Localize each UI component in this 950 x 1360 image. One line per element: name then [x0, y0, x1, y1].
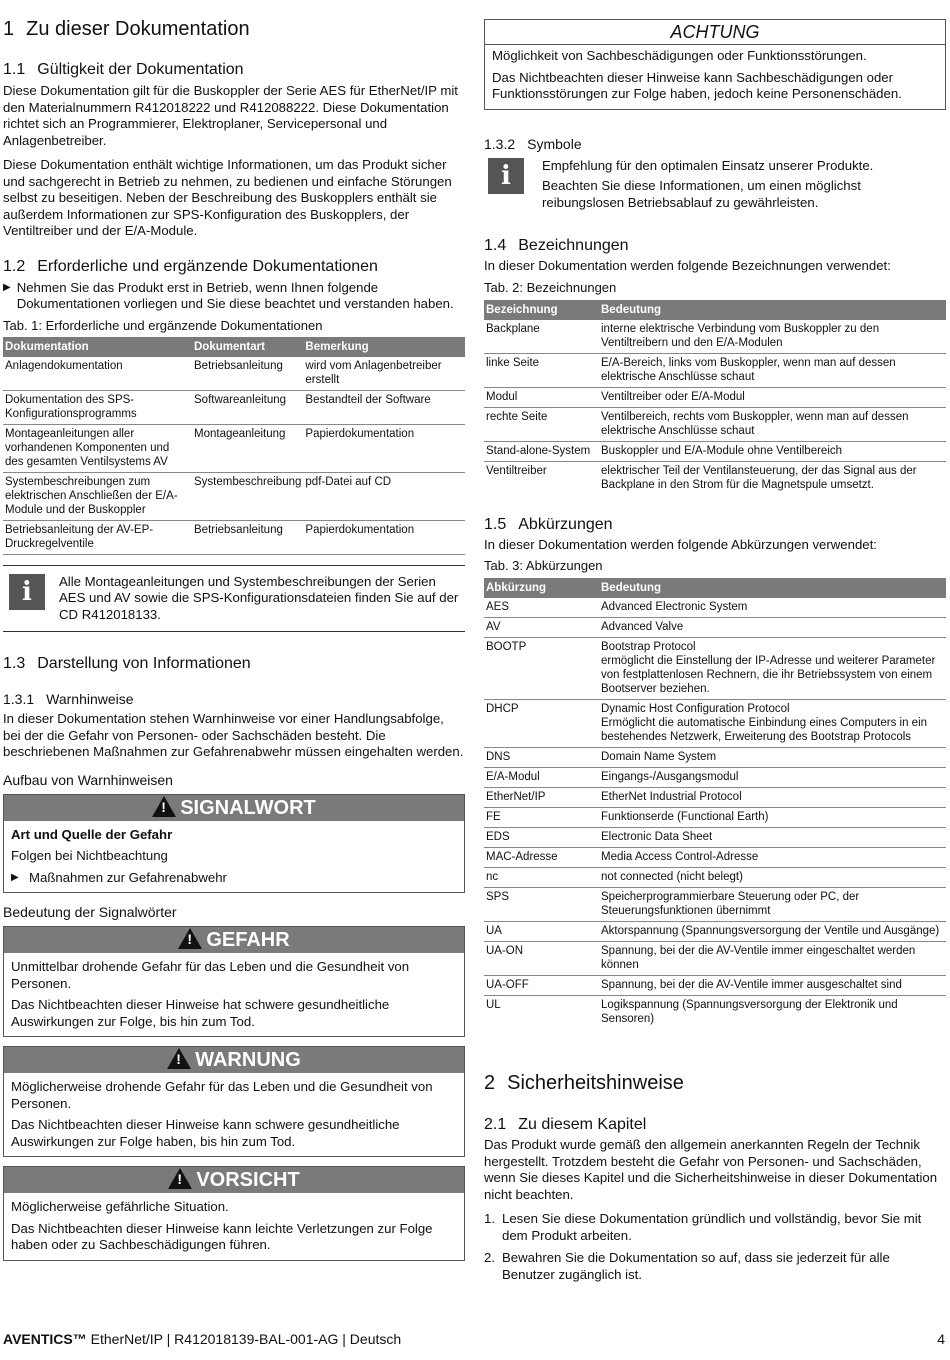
table-row	[484, 996, 946, 1030]
table-cell: pdf-Datei auf CD	[303, 472, 465, 520]
achtung-box	[484, 19, 946, 110]
section-number: 2.1	[484, 1116, 507, 1133]
table-row	[484, 848, 946, 868]
table-header-row	[484, 578, 946, 598]
table-cell: Buskoppler und E/A-Module ohne Ventilbereich	[599, 441, 946, 461]
table-cell: Advanced Valve	[599, 618, 946, 638]
list-item	[484, 1250, 946, 1283]
table-cell: Montageanleitung	[192, 424, 303, 472]
table-cell: Dynamic Host Configuration Protocol Ermöglicht die automatische Einbindung eines Computers in ein bestehendes Netzwerk, Erweiterung des Bootstrap Protocols	[599, 700, 946, 748]
info-icon: i	[488, 158, 524, 194]
table-cell: wird vom Anlagenbetreiber erstellt	[303, 357, 465, 391]
warning-header	[4, 1047, 464, 1073]
table-header-row	[3, 337, 465, 357]
table-cell: Bootstrap Protocol ermöglicht die Einstellung der IP-Adresse und weiterer Parameter von festplattenlosen Rechnern, die ihr Betriebssystem von einem Bootserver beziehen.	[599, 638, 946, 700]
brand-logo: AVENTICS™	[3, 1331, 87, 1347]
info-icon: i	[9, 574, 45, 610]
table-row	[484, 618, 946, 638]
table-row	[484, 748, 946, 768]
table-cell: DHCP	[484, 700, 599, 748]
paragraph: Beachten Sie diese Informationen, um einen möglichst reibungslosen Betriebsablauf zu gewährleisten.	[542, 178, 861, 210]
table-cell: Montageanleitungen aller vorhandenen Komponenten und des gesamten Ventilsystems AV	[3, 424, 192, 472]
table-cell: UL	[486, 999, 501, 1011]
table-row	[484, 808, 946, 828]
signalwort-box	[3, 794, 465, 894]
table-row	[484, 888, 946, 922]
table-cell: Logikspannung (Spannungsversorgung der Elektronik und Sensoren)	[601, 999, 898, 1025]
paragraph: In dieser Dokumentation stehen Warnhinweise vor einer Handlungsabfolge, bei der die Gefahr von Personen- oder Sachschäden besteht. Die beschriebenen Maßnahmen zur Gefahrenabwehr müssen eingehalten werden.	[3, 711, 464, 759]
section-number: 1.5	[484, 515, 507, 533]
table-cell: UA-ON	[484, 942, 599, 976]
table-cell: elektrischer Teil der Ventilansteuerung, der das Signal aus der Backplane in den Strom für die Magnetspule umsetzt.	[601, 464, 917, 491]
section-1-1-heading	[3, 60, 465, 80]
table-row	[484, 828, 946, 848]
list-text: Lesen Sie diese Dokumentation gründlich und vollständig, bevor Sie mit dem Produkt arbeiten.	[502, 1211, 922, 1243]
table-cell: Advanced Electronic System	[599, 598, 946, 618]
table-cell: Papierdokumentation	[303, 520, 465, 554]
paragraph: Empfehlung für den optimalen Einsatz unserer Produkte.	[542, 157, 874, 173]
warning-body	[4, 821, 464, 893]
arrow-right-icon: ▶	[3, 281, 11, 293]
section-title: Zu dieser Dokumentation	[26, 18, 250, 40]
table-caption: Tab. 2: Bezeichnungen	[484, 279, 617, 295]
table-cell: Modul	[484, 387, 599, 407]
table-row	[3, 520, 465, 554]
table-cell: Spannung, bei der die AV-Ventile immer ausgeschaltet sind	[599, 976, 946, 996]
section-number: 1.3	[3, 655, 26, 672]
paragraph: Möglichkeit von Sachbeschädigungen oder Funktionsstörungen.	[492, 48, 867, 63]
table-row	[484, 768, 946, 788]
table-row	[484, 788, 946, 808]
table-cell: UA-OFF	[484, 976, 599, 996]
table-cell: BOOTP	[484, 638, 599, 700]
table-row	[3, 390, 465, 424]
paragraph: Diese Dokumentation enthält wichtige Informationen, um das Produkt sicher und sachgerecht in Betrieb zu nehmen, zu bedienen und einfache Störungen selbst zu beseitigen. Neben der Beschreibung des Buskopplers enthält sie außerdem Informationen zur SPS-Konfiguration des Buskopplers, der Ventiltreiber und der E/A-Module.	[3, 157, 452, 238]
list-text: Bewahren Sie die Dokumentation so auf, dass sie jederzeit für alle Benutzer zugänglich ist.	[502, 1250, 890, 1282]
section-2-1-heading	[484, 1115, 946, 1135]
warning-title: GEFAHR	[206, 929, 290, 951]
warning-header	[4, 927, 464, 953]
section-number: 1.1	[3, 61, 26, 78]
instruction-text: Maßnahmen zur Gefahrenabwehr	[29, 869, 227, 885]
section-1-3-heading	[3, 654, 465, 674]
table-cell: Aktorspannung (Spannungsversorgung der Ventile und Ausgänge)	[599, 922, 946, 942]
paragraph: Das Nichtbeachten dieser Hinweise kann Sachbeschädigungen oder Funktionsstörungen zur Folge haben, jedoch keine Personenschäden.	[492, 69, 902, 101]
vorsicht-box	[3, 1166, 465, 1261]
list-number: 2.	[484, 1250, 495, 1265]
table-cell: Backplane	[484, 320, 599, 354]
table-caption: Tab. 1: Erforderliche und ergänzende Dokumentationen	[3, 317, 323, 333]
table-cell: Dokumentation des SPS-Konfigurationsprogramms	[3, 390, 192, 424]
table-cell: Electronic Data Sheet	[599, 828, 946, 848]
numbered-list	[484, 1211, 946, 1283]
table-row	[3, 357, 465, 391]
warning-triangle-icon: !	[152, 796, 176, 817]
paragraph: Das Nichtbeachten dieser Hinweise kann schwere gesundheitliche Auswirkungen zur Folge haben, bis hin zum Tod.	[11, 1117, 400, 1149]
section-number: 1.3.1	[3, 691, 35, 707]
page-number: 4	[937, 1331, 945, 1347]
section-1-3-2-heading	[484, 135, 946, 153]
list-item	[484, 1211, 946, 1244]
section-title: Symbole	[527, 135, 582, 152]
table-cell: UA	[484, 922, 599, 942]
table-cell: Speicherprogrammierbare Steuerung oder PC, der Steuerungsfunktionen übernimmt	[599, 888, 946, 922]
section-title: Bezeichnungen	[518, 237, 629, 254]
table-row	[484, 441, 946, 461]
table-cell: Betriebsanleitung der AV-EP-Druckregelventile	[3, 520, 192, 554]
warning-title: SIGNALWORT	[180, 796, 316, 819]
paragraph: Möglicherweise drohende Gefahr für das Leben und die Gesundheit von Personen.	[11, 1079, 433, 1111]
abbreviations-body	[484, 598, 946, 1029]
paragraph: In dieser Dokumentation werden folgende Abkürzungen verwendet:	[484, 536, 877, 552]
section-number: 1.4	[484, 237, 507, 254]
subheading: Bedeutung der Signalwörter	[3, 904, 177, 920]
column-header: Bedeutung	[599, 578, 946, 598]
table-row	[3, 424, 465, 472]
table-cell: Bestandteil der Software	[303, 390, 465, 424]
warning-triangle-icon: !	[167, 1048, 191, 1069]
table-caption: Tab. 3: Abkürzungen	[484, 558, 603, 573]
table-row	[484, 868, 946, 888]
section-1-5-heading	[484, 515, 946, 535]
section-1-heading	[3, 17, 465, 41]
table-cell: SPS	[484, 888, 599, 922]
section-title: Zu diesem Kapitel	[518, 1116, 647, 1133]
table-row	[484, 387, 946, 407]
table-cell: Eingangs-/Ausgangsmodul	[599, 768, 946, 788]
table-cell: Systembeschreibungen zum elektrischen Anschließen der E/A-Module und der Buskoppler	[3, 472, 192, 520]
paragraph: Unmittelbar drohende Gefahr für das Leben und die Gesundheit von Personen.	[11, 959, 410, 991]
right-column	[484, 0, 946, 1283]
column-header: Bezeichnung	[484, 300, 599, 320]
table-cell: linke Seite	[484, 353, 599, 387]
warning-header	[4, 1167, 464, 1193]
table-cell: not connected (nicht belegt)	[599, 868, 946, 888]
table-row	[484, 598, 946, 618]
table-row	[484, 638, 946, 700]
section-number: 2	[484, 1072, 496, 1094]
table-cell: AES	[484, 598, 599, 618]
table-cell: EtherNet Industrial Protocol	[599, 788, 946, 808]
table-cell: Anlagendokumentation	[3, 357, 192, 391]
achtung-title: ACHTUNG	[485, 20, 945, 45]
table-cell: Systembeschreibung	[192, 472, 303, 520]
table-cell: Ventiltreiber	[486, 464, 547, 477]
table-cell: DNS	[484, 748, 599, 768]
table-cell: Ventilbereich, rechts vom Buskoppler, wenn man auf dessen elektrische Anschlüsse schaut	[599, 407, 946, 441]
table-header-row	[484, 300, 946, 320]
warning-title: VORSICHT	[196, 1169, 300, 1191]
warning-body	[4, 1073, 464, 1156]
column-header: Dokumentart	[192, 337, 303, 357]
column-header: Abkürzung	[484, 578, 599, 598]
instruction-item	[11, 870, 457, 887]
table-row	[484, 922, 946, 942]
table-cell: MAC-Adresse	[484, 848, 599, 868]
section-1-4-heading	[484, 236, 946, 256]
section-title: Abkürzungen	[518, 515, 613, 533]
info-note	[3, 565, 465, 633]
left-column	[3, 0, 465, 1261]
footer-info	[3, 1330, 401, 1348]
column-header: Bedeutung	[599, 300, 946, 320]
page-footer	[3, 1330, 945, 1348]
table-cell: Ventiltreiber oder E/A-Modul	[599, 387, 946, 407]
section-title: Warnhinweise	[46, 691, 134, 707]
info-text: Alle Montageanleitungen und Systembeschreibungen der Serien AES und AV sowie die SPS-Konfigurationsdateien finden Sie auf der CD R412018133.	[59, 573, 459, 622]
table-row	[484, 942, 946, 976]
instruction-text: Nehmen Sie das Produkt erst in Betrieb, wenn Ihnen folgende Dokumentationen vorliegen und Sie diese beachtet und verstanden haben.	[16, 279, 454, 311]
table-cell: FE	[484, 808, 599, 828]
warning-triangle-icon: !	[168, 1168, 192, 1189]
paragraph: Möglicherweise gefährliche Situation.	[11, 1199, 229, 1214]
section-number: 1	[3, 18, 15, 40]
warning-body	[4, 953, 464, 1036]
table-row	[484, 976, 946, 996]
paragraph: Das Produkt wurde gemäß den allgemein anerkannten Regeln der Technik hergestellt. Trotzdem besteht die Gefahr von Personen- und Sachschäden, wenn Sie dieses Kapitel und die Sicherheitshinweise in dieser Dokumentation nicht beachten.	[484, 1137, 938, 1202]
terms-table	[484, 300, 946, 495]
table-cell: E/A-Modul	[484, 768, 599, 788]
section-title: Sicherheitshinweise	[507, 1072, 684, 1094]
table-cell: Stand-alone-System	[484, 441, 599, 461]
warning-body	[485, 45, 945, 109]
column-header: Bemerkung	[303, 337, 465, 357]
section-title: Darstellung von Informationen	[37, 655, 251, 672]
footer-text: EtherNet/IP | R412018139-BAL-001-AG | Deutsch	[86, 1331, 402, 1347]
section-2-heading	[484, 1071, 946, 1095]
warning-header	[4, 795, 464, 821]
instruction-item	[3, 280, 465, 313]
subheading: Aufbau von Warnhinweisen	[3, 771, 173, 788]
table-row	[484, 461, 946, 495]
table-cell: EtherNet/IP	[484, 788, 599, 808]
warnung-box	[3, 1046, 465, 1157]
table-cell: E/A-Bereich, links vom Buskoppler, wenn man auf dessen elektrische Anschlüsse schaut	[599, 353, 946, 387]
table-cell: EDS	[484, 828, 599, 848]
table-row	[3, 472, 465, 520]
table-cell: Funktionserde (Functional Earth)	[599, 808, 946, 828]
paragraph: Das Nichtbeachten dieser Hinweise kann leichte Verletzungen zur Folge haben oder zu Sachbeschädigungen führen.	[11, 1220, 433, 1252]
arrow-right-icon: ▶	[11, 871, 19, 883]
section-number: 1.2	[3, 257, 26, 275]
symbol-text	[542, 158, 946, 212]
table-cell: Betriebsanleitung	[192, 520, 303, 554]
table-cell: Betriebsanleitung	[192, 357, 303, 391]
docs-table	[3, 337, 465, 555]
danger-source: Art und Quelle der Gefahr	[11, 826, 173, 842]
section-1-2-heading	[3, 257, 465, 277]
table-cell: Spannung, bei der die AV-Ventile immer eingeschaltet werden können	[599, 942, 946, 976]
paragraph: Das Nichtbeachten dieser Hinweise hat schwere gesundheitliche Auswirkungen zur Folge, bis hin zum Tod.	[11, 997, 390, 1029]
table-cell: Media Access Control-Adresse	[599, 848, 946, 868]
abbreviations-table	[484, 578, 946, 1029]
section-1-3-1-heading	[3, 690, 465, 708]
symbol-info	[484, 158, 946, 212]
table-cell: interne elektrische Verbindung vom Buskoppler zu den Ventiltreibern und den E/A-Modulen	[599, 320, 946, 354]
table-cell: rechte Seite	[484, 407, 599, 441]
section-title: Gültigkeit der Dokumentation	[37, 61, 244, 78]
consequence: Folgen bei Nichtbeachtung	[11, 848, 168, 863]
section-number: 1.3.2	[484, 135, 516, 152]
warning-title: WARNUNG	[195, 1049, 301, 1071]
list-number: 1.	[484, 1211, 495, 1226]
paragraph: Diese Dokumentation gilt für die Buskoppler der Serie AES für EtherNet/IP mit den Materialnummern R412018222 und R412088222. Diese Dokumentation richtet sich an Programmierer, Elektroplaner, Servicepersonal und Anlagenbetreiber.	[3, 83, 458, 148]
table-cell: Softwareanleitung	[192, 390, 303, 424]
warning-body	[4, 1193, 464, 1260]
table-cell: Domain Name System	[599, 748, 946, 768]
table-row	[484, 320, 946, 354]
paragraph: In dieser Dokumentation werden folgende Bezeichnungen verwendet:	[484, 258, 891, 273]
gefahr-box	[3, 926, 465, 1037]
column-header: Dokumentation	[3, 337, 192, 357]
section-title: Erforderliche und ergänzende Dokumentationen	[37, 257, 378, 275]
table-cell: nc	[484, 868, 599, 888]
table-row	[484, 700, 946, 748]
table-cell: AV	[484, 618, 599, 638]
table-cell: Papierdokumentation	[303, 424, 465, 472]
table-row	[484, 407, 946, 441]
warning-triangle-icon: !	[178, 928, 202, 949]
table-row	[484, 353, 946, 387]
